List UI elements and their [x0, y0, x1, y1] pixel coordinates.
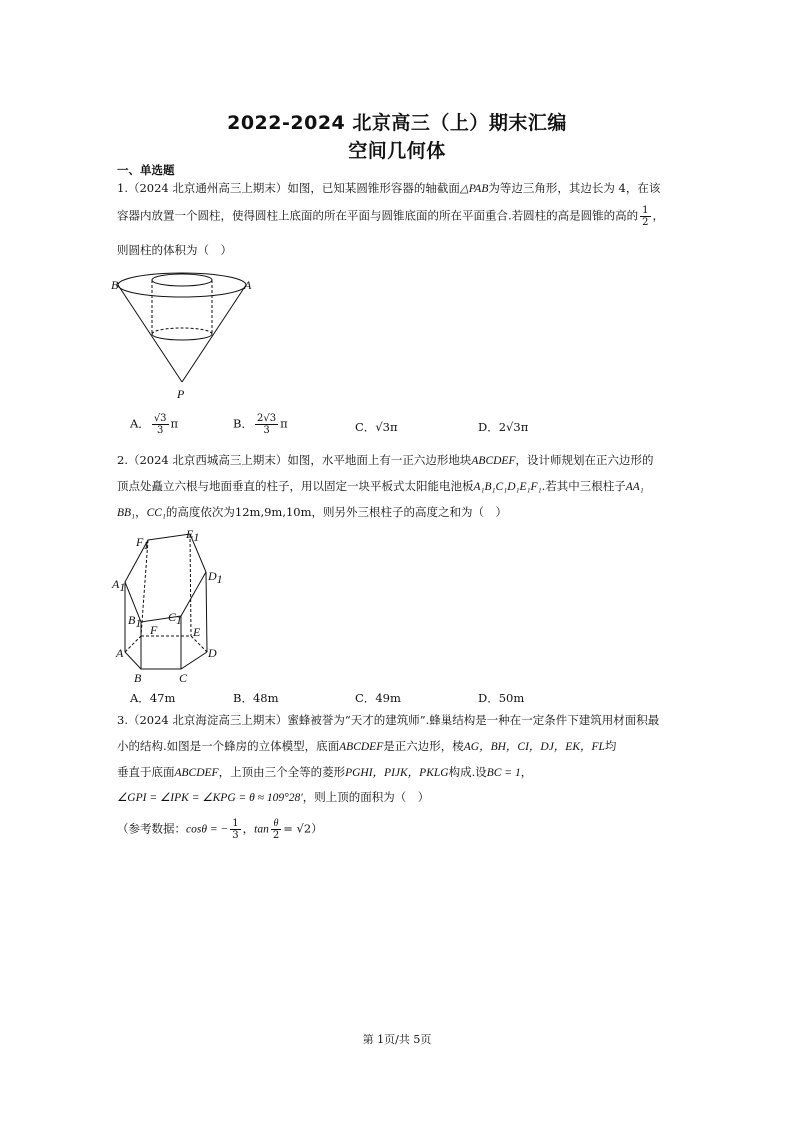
- q1-option-c-text: √3π: [375, 420, 398, 434]
- q3-frac-num: 1: [232, 818, 239, 829]
- q2-option-b-letter: B．: [233, 691, 253, 705]
- q2-line3-comma: ，: [135, 505, 147, 519]
- q1-option-b-num: 2√3: [256, 413, 277, 424]
- q3-line3-g: ，: [520, 765, 533, 779]
- q2-option-d[interactable]: [478, 690, 524, 706]
- q2-label-C1: C1: [168, 610, 183, 627]
- q3-frac-theta-half: [271, 818, 281, 841]
- q3-line5-close: ）: [311, 821, 323, 836]
- q3-line5-tan: tan: [254, 823, 269, 836]
- q3-text-line4: [117, 789, 429, 806]
- q1-option-a-fraction: [152, 413, 169, 436]
- q2-text-line2: [117, 478, 644, 495]
- q2-line2-part2: .若其中三根柱子: [541, 479, 626, 493]
- q1-option-c[interactable]: [355, 419, 398, 435]
- q2-label-F1: F1: [136, 535, 150, 552]
- q1-line1-part2: 为等边三角形，其边长为 4，在该: [488, 181, 661, 195]
- q1-triangle: △PAB: [459, 183, 489, 195]
- q2-label-E1: E1: [186, 527, 200, 544]
- q1-option-d-letter: D．: [478, 420, 499, 434]
- q1-frac-num: 1: [642, 205, 649, 216]
- q2-option-a-text: 47m: [149, 691, 176, 705]
- q2-pillar-cc: CC₁: [146, 507, 166, 519]
- q2-label-C: C: [179, 671, 188, 685]
- q3-line4-b: ，则上顶的面积为（ ）: [302, 790, 430, 804]
- q3-text-line5: [117, 818, 323, 841]
- q3-frac-one-third: [230, 818, 240, 841]
- q1-line2-part2: ，: [652, 208, 665, 223]
- q2-line1-part2: ，设计师规划在正六边形的: [515, 453, 654, 467]
- q3-line3-c: ，上顶由三个全等的菱形: [218, 765, 346, 779]
- q3-line3-d: PGHI，PIJK，PKLG: [345, 767, 449, 779]
- q2-label-A: A: [116, 646, 124, 660]
- q2-hex-name: ABCDEF: [471, 455, 516, 467]
- q2-label-E: E: [193, 625, 201, 639]
- q1-frac-den: 2: [642, 217, 649, 228]
- q1-option-b-fraction: [255, 413, 278, 436]
- q2-option-d-text: 50m: [498, 691, 525, 705]
- q1-cone-figure: [110, 268, 270, 403]
- q3-text-line2: [117, 738, 616, 755]
- q2-option-d-letter: D．: [478, 691, 499, 705]
- q3-line5-sqrt: = √2: [283, 821, 312, 836]
- q1-option-a-num: √3: [153, 413, 167, 424]
- q3-text-line1: 3.（2024 北京海淀高三上期末）蜜蜂被誉为“天才的建筑师”.蜂巢结构是一种在一定条件下建筑用材面积最: [117, 713, 660, 727]
- q2-label-A1: A1: [112, 577, 126, 594]
- q3-line3-e: 构成.设: [448, 765, 487, 779]
- q3-line2-e: 均: [604, 739, 617, 753]
- q1-line2-part1: 容器内放置一个圆柱，使得圆柱上底面的所在平面与圆锥底面的所在平面重合.若圆柱的高是圆锥的高的: [117, 208, 639, 223]
- q3-line5-a: （参考数据：: [117, 821, 186, 836]
- q1-option-d-text: 2√3π: [498, 420, 529, 434]
- q1-option-a[interactable]: [130, 413, 178, 436]
- q2-option-c-text: 49m: [375, 691, 401, 705]
- q3-line4-a: ∠GPI = ∠IPK = ∠KPG = θ ≈ 109°28′: [117, 792, 303, 804]
- q1-option-b-letter: B．: [233, 416, 253, 431]
- q3-frac-den: 3: [232, 830, 239, 841]
- q1-label-P: P: [177, 387, 185, 401]
- section-heading: 一、单选题: [117, 163, 175, 177]
- q3-line2-c: 是正六边形，棱: [383, 739, 464, 753]
- q1-label-B: B: [111, 278, 119, 292]
- q2-label-D: D: [208, 646, 217, 660]
- q2-label-B1: B1: [128, 613, 142, 630]
- q2-option-b-text: 48m: [252, 691, 279, 705]
- q1-option-b[interactable]: [233, 413, 288, 436]
- q2-text-line1: [117, 452, 653, 469]
- q1-option-b-den: 3: [263, 425, 270, 436]
- q3-line5-cos: cosθ = −: [186, 823, 229, 836]
- q2-pillar-aa: AA₁: [625, 481, 644, 493]
- q3-line5-comma: ，: [242, 821, 255, 836]
- q2-option-a-letter: A．: [130, 691, 150, 705]
- q3-line3-b: ABCDEF: [174, 767, 219, 779]
- q2-label-F: F: [150, 623, 158, 637]
- q1-option-a-den: 3: [156, 425, 164, 436]
- q1-option-a-tail: π: [170, 416, 179, 431]
- q1-line1-part1: 1.（2024 北京通州高三上期末）如图，已知某圆锥形容器的轴截面: [117, 181, 460, 195]
- q2-option-c[interactable]: [355, 690, 401, 706]
- q3-line2-b: ABCDEF: [339, 741, 384, 753]
- q1-text-line1: [117, 180, 660, 197]
- q1-text-line3: 则圆柱的体积为（ ）: [117, 243, 232, 257]
- q2-option-b[interactable]: [233, 690, 279, 706]
- q2-text-line3: [117, 504, 507, 521]
- q2-label-D1: D1: [208, 569, 223, 586]
- q1-option-b-tail: π: [280, 416, 288, 431]
- q2-option-c-letter: C．: [355, 691, 376, 705]
- q1-label-A: A: [244, 278, 252, 292]
- q1-fraction: [640, 205, 650, 228]
- q2-panel-name: A₁B₁C₁D₁E₁F₁: [473, 481, 542, 493]
- q2-line2-part1: 顶点处矗立六根与地面垂直的柱子，用以固定一块平板式太阳能电池板: [117, 479, 474, 493]
- q3-line3-a: 垂直于底面: [117, 765, 175, 779]
- q3-line3-f: BC = 1: [486, 767, 521, 779]
- q3-frac2-den: 2: [272, 830, 280, 841]
- q1-option-c-letter: C．: [355, 420, 376, 434]
- q2-line1-part1: 2.（2024 北京西城高三上期末）如图，水平地面上有一正六边形地块: [117, 453, 472, 467]
- q1-option-d[interactable]: [478, 419, 528, 435]
- q3-text-line3: [117, 764, 532, 781]
- q2-line3-part2: 的高度依次为12m,9m,10m，则另外三根柱子的高度之和为（ ）: [165, 505, 508, 519]
- page-title: 2022-2024 北京高三（上）期末汇编: [227, 112, 567, 134]
- q2-option-a[interactable]: [130, 690, 175, 706]
- page-subtitle: 空间几何体: [348, 140, 446, 162]
- q1-text-line2: [117, 205, 664, 228]
- q3-frac2-num: θ: [271, 818, 281, 830]
- q3-line2-d: AG，BH，CI，DJ，EK，FL: [463, 741, 605, 753]
- q2-hexagon-prism-figure: [108, 526, 233, 686]
- q3-line2-a: 小的结构.如图是一个蜂房的立体模型，底面: [117, 739, 340, 753]
- q2-label-B: B: [134, 671, 142, 685]
- q2-pillar-bb: BB₁: [117, 507, 136, 519]
- page-footer: 第 1页/共 5页: [362, 1033, 432, 1046]
- q1-option-a-letter: A．: [130, 416, 150, 431]
